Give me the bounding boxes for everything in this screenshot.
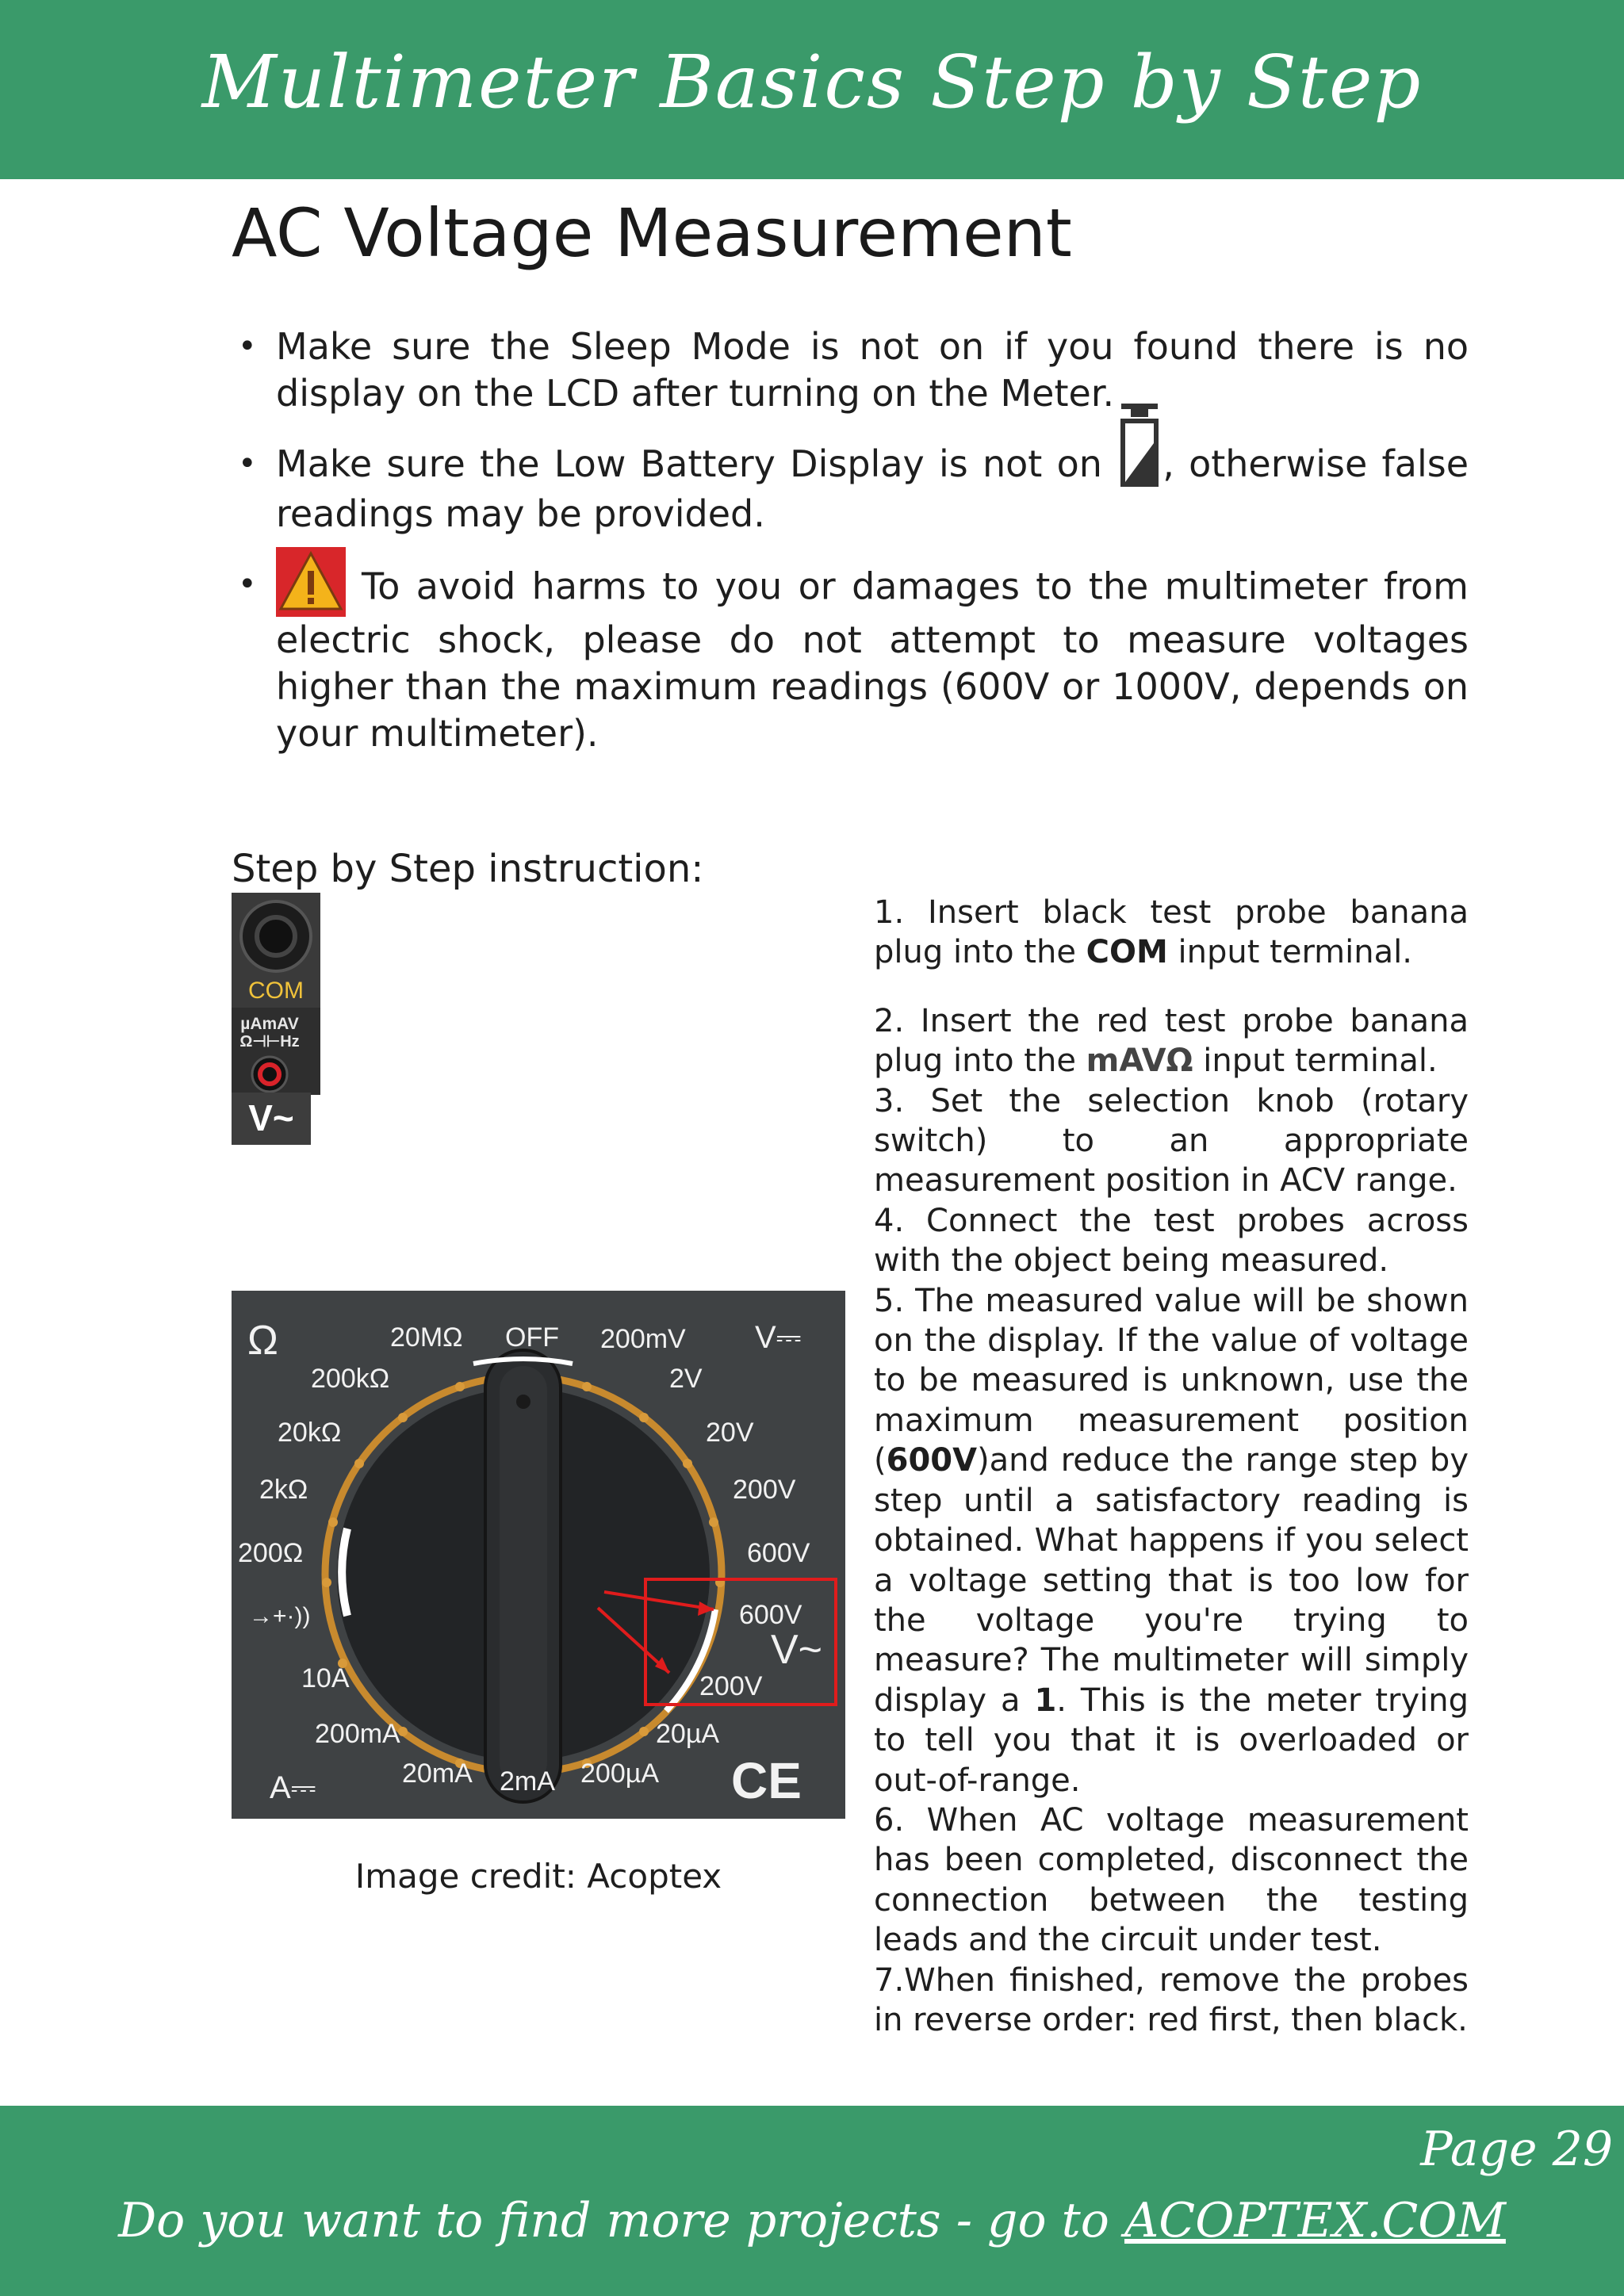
dial-label: V~ xyxy=(771,1627,823,1673)
step-bold: mAVΩ xyxy=(1086,1043,1193,1080)
step-text: 2. Insert the red test probe banana plug into the xyxy=(874,1002,1469,1080)
dial-label: V⎓ xyxy=(755,1320,802,1355)
dial-label: 200mV xyxy=(600,1324,686,1354)
footer-banner xyxy=(0,2106,1624,2296)
step-bold: COM xyxy=(1086,934,1168,971)
bullet-dot: • xyxy=(238,565,257,603)
warning-icon xyxy=(276,547,346,617)
bullet-text-after: , otherwise false readings may be provided. xyxy=(276,442,1469,535)
dial-label: 600V xyxy=(747,1538,810,1568)
dial-label: 600V xyxy=(739,1600,802,1630)
dial-label: →+·)) xyxy=(249,1603,311,1629)
terminal-label-line1: µAmAV xyxy=(240,1015,299,1033)
image-credit: Image credit: Acoptex xyxy=(354,1857,722,1896)
dial-label: OFF xyxy=(505,1322,559,1353)
dial-label: 2kΩ xyxy=(259,1475,308,1505)
step-text: 5. The measured value will be shown on the display. If the value of voltage to be measured is unknown, use the maximum measurement position ( xyxy=(874,1282,1469,1479)
bullet-text-before: Make sure the Low Battery Display is not on xyxy=(276,442,1117,485)
page-number: Page 29 xyxy=(1420,2122,1613,2177)
step-3: 3. Set the selection knob (rotary switch) to an appropriate measurement position in ACV range. xyxy=(874,1082,1469,1200)
dial-label: 10A xyxy=(301,1663,350,1693)
acoptex-link[interactable]: ACOPTEX.COM xyxy=(1124,2193,1506,2248)
step-bold: 600V xyxy=(886,1442,978,1479)
step-6: 6. When AC voltage measurement has been completed, disconnect the connection between the testing leads and the circuit under test. xyxy=(874,1801,1469,1959)
step-instructions xyxy=(874,893,1469,2040)
step-text: . This is the meter trying to tell you that it is overloaded or out-of-range. xyxy=(874,1682,1469,1799)
dial-label: 200kΩ xyxy=(311,1364,390,1394)
step-4: 4. Connect the test probes across with the object being measured. xyxy=(874,1202,1469,1280)
dial-label: 20kΩ xyxy=(278,1418,342,1448)
step-heading: Step by Step instruction: xyxy=(232,847,704,891)
bullet-list xyxy=(238,323,1469,781)
bullet-dot: • xyxy=(238,446,257,482)
step-text: input terminal. xyxy=(1167,934,1412,971)
dial-label: CE xyxy=(731,1752,802,1809)
step-1 xyxy=(874,893,1469,973)
low-battery-icon xyxy=(1116,404,1162,491)
dial-label: 200V xyxy=(733,1475,796,1505)
dial-label: 2V xyxy=(669,1364,703,1394)
bullet-low-battery xyxy=(238,441,1469,538)
page-title: AC Voltage Measurement xyxy=(232,194,1072,272)
step-7: 7.When finished, remove the probes in reverse order: red first, then black. xyxy=(874,1961,1469,2038)
header-banner xyxy=(0,0,1624,179)
dial-label: 20MΩ xyxy=(390,1322,463,1353)
bullet-dot: • xyxy=(238,328,257,365)
bullet-warning xyxy=(238,561,1469,757)
step-bold: 1 xyxy=(1034,1682,1057,1719)
bullet-text: Make sure the Sleep Mode is not on if you found there is no display on the LCD after turning on the Meter. xyxy=(276,325,1469,415)
bullet-sleep-mode xyxy=(238,323,1469,417)
acv-mode-label: V~ xyxy=(248,1097,294,1138)
footer-prompt: Do you want to find more projects - go to xyxy=(118,2193,1124,2248)
terminal-label-line2: Ω⊣⊢Hz xyxy=(239,1033,300,1050)
dial-label: 200mA xyxy=(315,1719,400,1749)
dial-label: 20µA xyxy=(656,1719,720,1749)
com-terminal-label: COM xyxy=(248,978,304,1004)
step-text: input terminal. xyxy=(1193,1043,1438,1080)
dial-label: 20mA xyxy=(402,1758,473,1789)
step-text: 1. Insert black test probe banana plug into the xyxy=(874,894,1469,971)
footer-text xyxy=(0,2193,1624,2248)
step-text: )and reduce the range step by step until a satisfactory reading is obtained. What happens if you select a voltage setting that is too low for the voltage you're trying to measure? The multimeter will simply display a xyxy=(874,1442,1469,1719)
dial-label: 2mA xyxy=(500,1766,555,1797)
dial-label: 200Ω xyxy=(238,1538,304,1568)
dial-label: 20V xyxy=(706,1418,754,1448)
dial-label: 200V xyxy=(699,1671,763,1701)
dial-label: 200µA xyxy=(580,1758,659,1789)
step-5 xyxy=(874,1281,1469,1800)
rotary-dial-photo xyxy=(232,1291,845,1819)
bullet-text: To avoid harms to you or damages to the multimeter from electric shock, please do not attempt to measure voltages higher than the maximum readings (600V or 1000V, depends on your multimeter). xyxy=(276,564,1469,755)
input-jack-panel xyxy=(232,893,320,1145)
dial-label: Ω xyxy=(247,1318,278,1364)
header-title: Multimeter Basics Step by Step xyxy=(201,40,1423,124)
dial-label: A⎓ xyxy=(270,1770,316,1805)
step-2 xyxy=(874,1001,1469,1081)
